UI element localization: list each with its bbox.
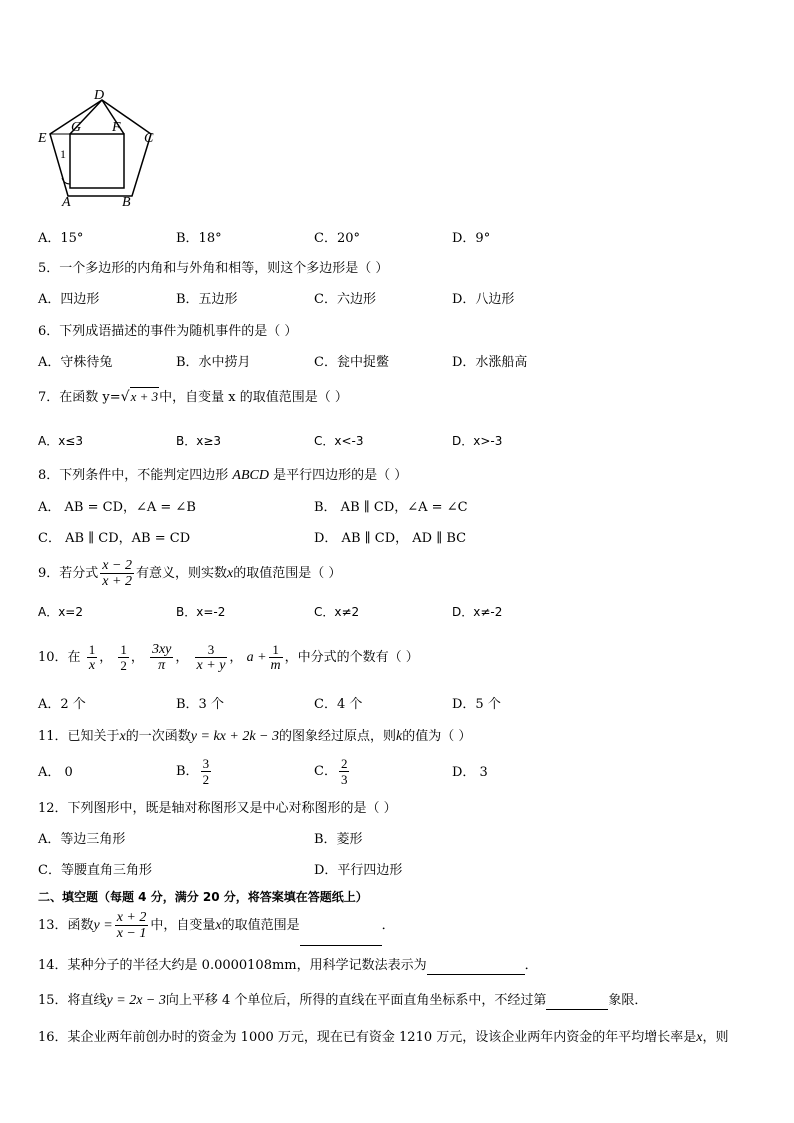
q16-text: 16．某企业两年前创办时的资金为 1000 万元，现在已有资金 1210 万元，设该企业两年内资金的年平均增长率是 <box>38 1030 697 1045</box>
label-angle-1: 1 <box>60 147 66 161</box>
q6-stem: 6．下列成语描述的事件为随机事件的是（ ） <box>38 324 298 339</box>
label-g: G <box>71 120 82 135</box>
square <box>70 134 124 188</box>
q15-mid: 向上平移 4 个单位后，所得的直线在平面直角坐标系中，不经过第 <box>165 993 547 1008</box>
q13-answer-blank[interactable] <box>300 931 382 946</box>
q10-pre: 10．在 <box>38 650 81 665</box>
q11-k: k <box>396 729 403 744</box>
q11-option-a: A． 0 <box>38 765 73 780</box>
q14-answer-blank[interactable] <box>427 960 525 975</box>
q16-var: x <box>696 1030 703 1045</box>
q12-option-a: A．等边三角形 <box>38 832 126 847</box>
q9-mid: 有意义，则实数 <box>135 566 227 581</box>
q9-post: 的取值范围是（ ） <box>233 566 342 581</box>
q6-option-a: A．守株待兔 <box>38 355 113 370</box>
q13-y: y = <box>93 918 113 933</box>
q13-fraction: $\frac{x + 2}{x - 1}$ <box>116 910 147 941</box>
q10-stem: 10．在 $\frac{1}{x}$ ， $\frac{1}{2}$ ， $\frac{3xy}{\pi}$ ， $\frac{3}{x + y}$ ， a + $\frac{1}{m}$ ，中分式的个数有（ ） <box>38 642 419 673</box>
section-2-heading: 二、填空题（每题 4 分，满分 20 分，将答案填在答题纸上） <box>38 890 368 904</box>
q6-option-b: B．水中捞月 <box>176 355 251 370</box>
q15-fn: y = 2x − 3 <box>106 993 166 1008</box>
q11-var: x <box>119 729 126 744</box>
q8-option-b: B． AB ∥ CD，∠A = ∠C <box>314 500 468 515</box>
q14-end: ． <box>524 958 538 973</box>
q10-frac3: $\frac{3xy}{\pi}$ <box>151 642 172 673</box>
q11-option-c: C． $\frac{2}{3}$ <box>314 756 348 787</box>
q4-option-c: C．20° <box>314 231 360 246</box>
q15-answer-blank[interactable] <box>546 995 608 1010</box>
q16-end: ，则 <box>702 1030 729 1045</box>
q10-option-a: A．2 个 <box>38 697 86 712</box>
q12-option-b: B．菱形 <box>314 832 363 847</box>
q8-option-d: D． AB ∥ CD， AD ∥ BC <box>314 531 467 546</box>
q9-option-b: B．x=-2 <box>176 605 226 619</box>
q7-option-a: A．x≤3 <box>38 434 84 448</box>
q11-option-b: B． $\frac{3}{2}$ <box>176 756 210 787</box>
q7-option-b: B．x≥3 <box>176 434 222 448</box>
label-d: D <box>94 88 105 103</box>
q10-frac2: $\frac{1}{2}$ <box>120 642 127 673</box>
q8-stem <box>38 467 407 485</box>
q7-option-d: D．x>-3 <box>452 434 503 448</box>
q7-radicand: x + 3 <box>130 389 159 404</box>
q9-option-c: C．x≠2 <box>314 605 360 619</box>
label-a: A <box>62 195 71 210</box>
q8-option-a: A． AB = CD，∠A = ∠B <box>38 500 196 515</box>
q14-stem <box>38 957 538 975</box>
q10-option-c: C．4 个 <box>314 697 363 712</box>
q11-pre: 11．已知关于 <box>38 729 120 744</box>
q10-option-b: B．3 个 <box>176 697 224 712</box>
q6-option-d: D．水涨船高 <box>452 355 528 370</box>
q16-stem <box>38 1029 728 1047</box>
q4-option-b: B．18° <box>176 231 222 246</box>
pentagon-figure <box>36 86 166 210</box>
q10-option-d: D．5 个 <box>452 697 501 712</box>
q12-option-c: C．等腰直角三角形 <box>38 863 152 878</box>
q5-option-a: A．四边形 <box>38 292 100 307</box>
q11-option-d: D． 3 <box>452 765 488 780</box>
q9-fraction: $\frac{x - 2}{x + 2}$ <box>102 558 132 589</box>
q12-stem: 12．下列图形中，既是轴对称图形又是中心对称图形的是（ ） <box>38 801 397 816</box>
q11-mid: 的一次函数 <box>125 729 191 744</box>
q8-pre: 8．下列条件中，不能判定四边形 <box>38 468 233 483</box>
q10-a: a + <box>246 650 267 665</box>
q13-var: x <box>215 918 222 933</box>
label-c: C <box>144 131 154 146</box>
q9-pre: 9．若分式 <box>38 566 99 581</box>
q11-stem <box>38 728 471 746</box>
q5-option-b: B．五边形 <box>176 292 238 307</box>
label-f: F <box>112 120 121 135</box>
q9-stem <box>38 556 341 592</box>
q4-option-a: A．15° <box>38 231 84 246</box>
q7-option-c: C．x<-3 <box>314 434 364 448</box>
label-e: E <box>38 131 47 146</box>
label-b: B <box>122 195 131 210</box>
q8-option-c: C． AB ∥ CD，AB = CD <box>38 531 191 546</box>
q8-abcd: ABCD <box>232 468 269 483</box>
q5-stem: 5．一个多边形的内角和与外角和相等，则这个多边形是（ ） <box>38 261 389 276</box>
q10-post: ，中分式的个数有（ ） <box>284 650 419 665</box>
q11-frac-b: $\frac{3}{2}$ <box>202 756 210 787</box>
q11-mid2: 的图象经过原点，则 <box>278 729 396 744</box>
q4-option-d: D．9° <box>452 231 491 246</box>
q15-end: 象限． <box>608 993 648 1008</box>
q5-option-c: C．六边形 <box>314 292 376 307</box>
q9-option-d: D．x≠-2 <box>452 605 503 619</box>
q10-frac1: $\frac{1}{x}$ <box>88 642 96 673</box>
q13-stem <box>38 906 395 946</box>
q14-text: 14．某种分子的半径大约是 0.0000108mm，用科学记数法表示为 <box>38 958 427 973</box>
q7-pre: 7．在函数 y= <box>38 390 121 405</box>
q13-end: ． <box>381 918 395 933</box>
q13-mid: 中，自变量 <box>150 918 216 933</box>
q11-post: 的值为（ ） <box>402 729 472 744</box>
q5-option-d: D．八边形 <box>452 292 515 307</box>
q12-option-d: D．平行四边形 <box>314 863 403 878</box>
q11-fn: y = kx + 2k − 3 <box>190 729 279 744</box>
q8-post: 是平行四边形的是（ ） <box>268 468 408 483</box>
q15-stem <box>38 992 647 1010</box>
q10-frac5: $\frac{1}{m}$ <box>270 642 281 673</box>
q15-pre: 15．将直线 <box>38 993 107 1008</box>
q7-stem: 7．在函数 y=√x + 3中，自变量 x 的取值范围是（ ） <box>38 389 348 405</box>
q13-pre: 13．函数 <box>38 918 94 933</box>
q13-post: 的取值范围是 <box>221 918 300 933</box>
q9-var: x <box>226 566 234 581</box>
q9-option-a: A．x=2 <box>38 605 84 619</box>
q10-frac4: $\frac{3}{x + y}$ <box>196 642 226 673</box>
q6-option-c: C．瓮中捉鳖 <box>314 355 389 370</box>
q7-post: 中，自变量 x 的取值范围是（ ） <box>159 390 348 405</box>
q11-frac-c: $\frac{2}{3}$ <box>340 756 348 787</box>
